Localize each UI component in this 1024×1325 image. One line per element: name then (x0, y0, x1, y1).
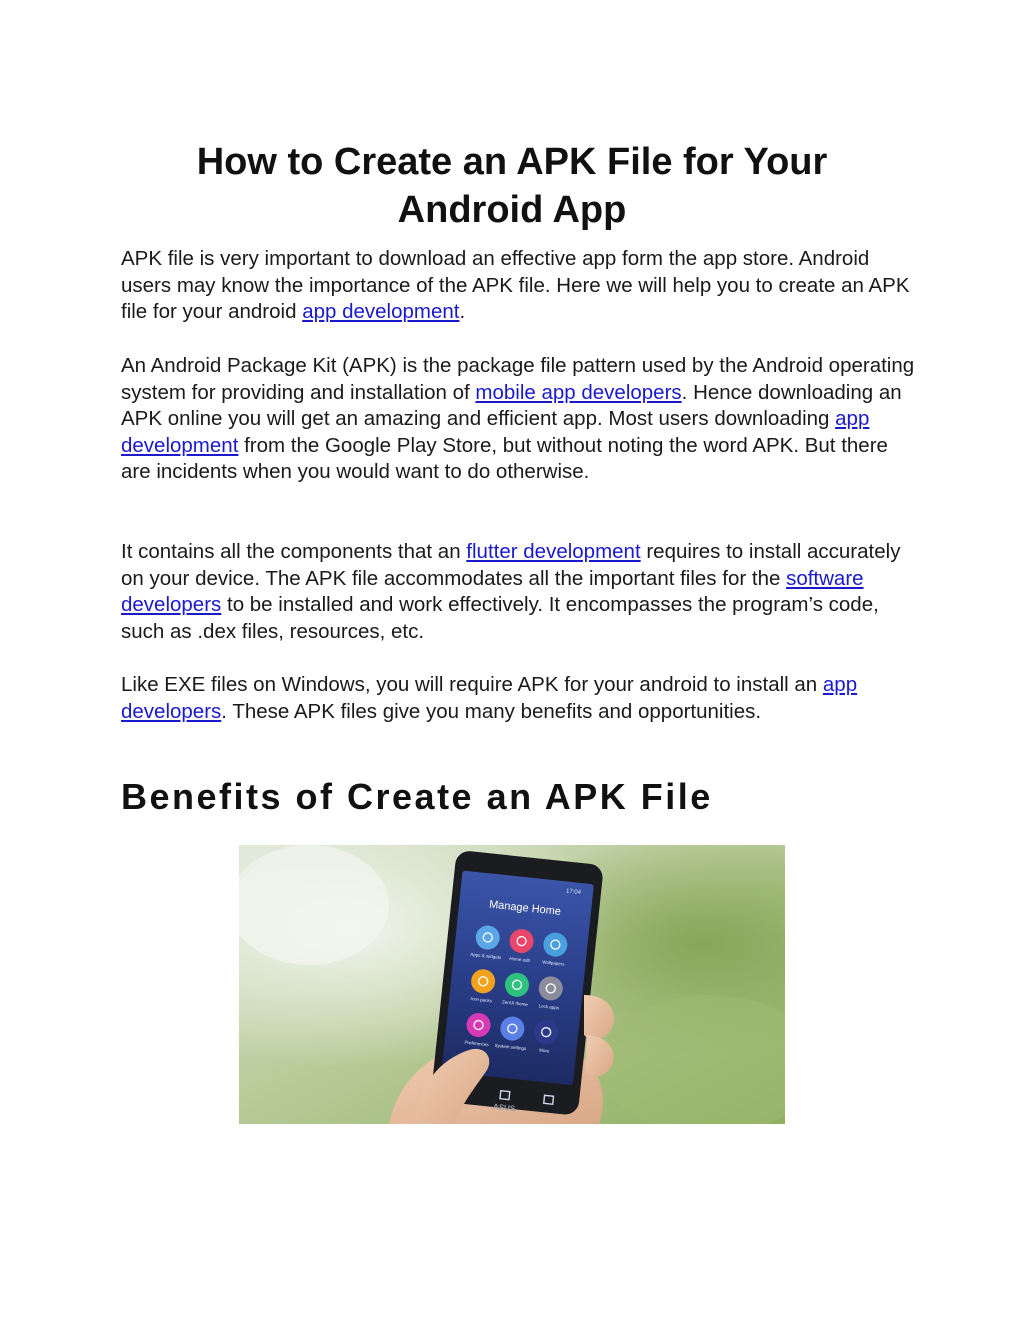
text-run: to be installed and work effectively. It encompasses the program’s code, such as .dex files, resources, etc. (121, 593, 879, 643)
exe-comparison-paragraph (121, 672, 921, 725)
app-icon-label: Apps & widgets (470, 951, 502, 961)
text-run: Like EXE files on Windows, you will require APK for your android to install an (121, 673, 823, 696)
app-icon-label: More (538, 1047, 550, 1054)
software-developers-link[interactable]: software developers (121, 566, 864, 617)
text-run: It contains all the components that an (121, 540, 467, 563)
app-icon-label: Home edit (509, 955, 531, 964)
app-icon-label: Wallpapers (542, 959, 565, 967)
apk-definition-paragraph (121, 353, 921, 486)
text-run: APK file is very important to download an effective app form the app store. Android users may know the importance of the APK file. Here we will help you to create an APK file for your android (121, 247, 910, 324)
app-icon-label: Icon packs (470, 996, 493, 1004)
app-development-link-2[interactable]: app development (121, 407, 870, 457)
phone-brand-logo: ASUS (492, 1102, 516, 1114)
phone-screen-title: Manage Home (488, 898, 562, 919)
text-run: An Android Package Kit (APK) is the package file pattern used by the Android operating system for providing and installation of (121, 354, 915, 404)
app-developers-link[interactable]: app developers (121, 673, 858, 723)
intro-paragraph (121, 246, 921, 326)
text-run: . Hence downloading an APK online you will get an amazing and efficient app. Most users downloading (121, 380, 902, 431)
text-run: requires to install accurately on your device. The APK file accommodates all the important files for the (121, 540, 901, 590)
app-icon-label: ZenUI theme (501, 999, 529, 1008)
mobile-app-developers-link[interactable]: mobile app developers (475, 380, 682, 404)
text-run: . These APK files give you many benefits and opportunities. (221, 699, 762, 723)
app-icon-label: System settings (494, 1042, 527, 1052)
app-icon-label: Preferences (464, 1039, 489, 1048)
text-run: . (459, 300, 466, 324)
status-time: 17:04 (565, 888, 582, 897)
app-icon-label: Lock apps (538, 1003, 560, 1011)
phone-in-hand-photo (239, 845, 785, 1124)
page-title: How to Create an APK File for Your Android App (196, 141, 828, 231)
section-heading: Benefits of Create an APK File (121, 776, 713, 817)
text-run: from the Google Play Store, but without noting the word APK. But there are incidents when you would want to do otherwise. (121, 433, 888, 484)
components-paragraph (121, 539, 921, 645)
flutter-development-link[interactable]: flutter development (466, 540, 641, 563)
app-development-link[interactable]: app development (302, 300, 460, 324)
